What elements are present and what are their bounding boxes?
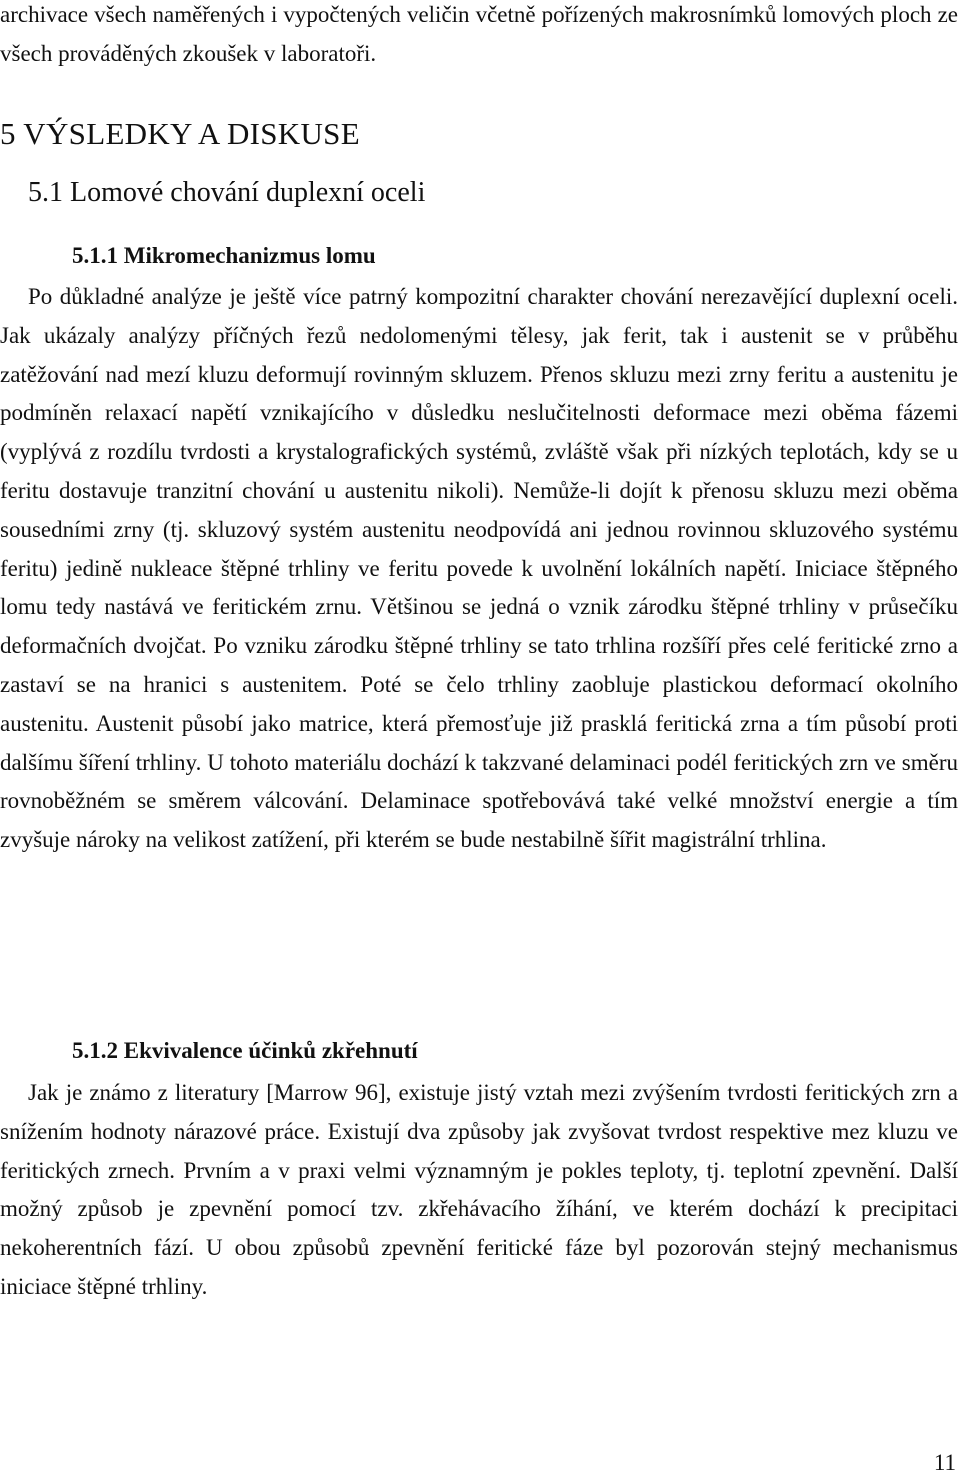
section-heading: 5.1 Lomové chování duplexní oceli	[28, 177, 426, 208]
page-number: 11	[933, 1450, 956, 1475]
subsection-heading-mikromechanizmus: 5.1.1 Mikromechanizmus lomu	[72, 243, 376, 268]
intro-paragraph: archivace všech naměřených i vypočtených veličin včetně pořízených makrosnímků lomových ploch ze všech prováděných zkoušek v laboratoři.	[0, 2, 958, 66]
paragraph-mikromechanizmus: Po důkladné analýze je ještě více patrný kompozitní charakter chování nerezavějící duplexní oceli. Jak ukázaly analýzy příčných řezů nedolomenými tělesy, jak ferit, tak i austenit se v průběhu zatěžování nad mezí kluzu deformují rovinným skluzem. Přenos skluzu mezi zrny feritu a austenitu je podmíněn relaxací napětí vznikajícího v důsledku neslučitelnosti deformace mezi oběma fázemi (vyplývá z rozdílu tvrdosti a krystalografických systémů, zvláště však při nízkých teplotách, kdy se u feritu dostavuje tranzitní chování u austenitu nikoli). Nemůže-li dojít k přenosu skluzu mezi oběma sousedními zrny (tj. skluzový systém austenitu neodpovídá ani jednou rovinnou skluzového systému feritu) jedině nukleace štěpné trhliny ve feritu povede k uvolnění lokálních napětí. Iniciace štěpného lomu tedy nastává ve feritickém zrnu. Většinou se jedná o vznik zárodku štěpné trhliny v průsečíku deformačních dvojčat. Po vzniku zárodku štěpné trhliny se tato trhlina rozšíří přes celé feritické zrno a zastaví se na hranici s austenitem. Poté se čelo trhliny zaobluje plastickou deformací okolního austenitu. Austenit působí jako matrice, která přemosťuje již prasklá feritická zrna a tím působí proti dalšímu šíření trhliny. U tohoto materiálu dochází k takzvané delaminaci podél feritických zrn ve směru rovnoběžném se směrem válcování. Delaminace spotřebovává také velké množství energie a tím zvyšuje nároky na velikost zatížení, při kterém se bude nestabilně šířit magistrální trhlina.	[0, 284, 958, 853]
subsection-heading-ekvivalence: 5.1.2 Ekvivalence účinků zkřehnutí	[72, 1038, 418, 1063]
paragraph-ekvivalence: Jak je známo z literatury [Marrow 96], existuje jistý vztah mezi zvýšením tvrdosti feritických zrn a snížením hodnoty nárazové práce. Existují dva způsoby jak zvyšovat tvrdost respektive mez kluzu ve feritických zrnech. Prvním a v praxi velmi významným je pokles teploty, tj. teplotní zpevnění. Další možný způsob je zpevnění pomocí tzv. zkřehávacího žíhání, ve kterém dochází k precipitaci nekoherentních fází. U obou způsobů zpevnění feritické fáze byl pozorován stejný mechanismus iniciace štěpné trhliny.	[0, 1080, 958, 1299]
chapter-heading: 5 VÝSLEDKY A DISKUSE	[0, 116, 360, 151]
